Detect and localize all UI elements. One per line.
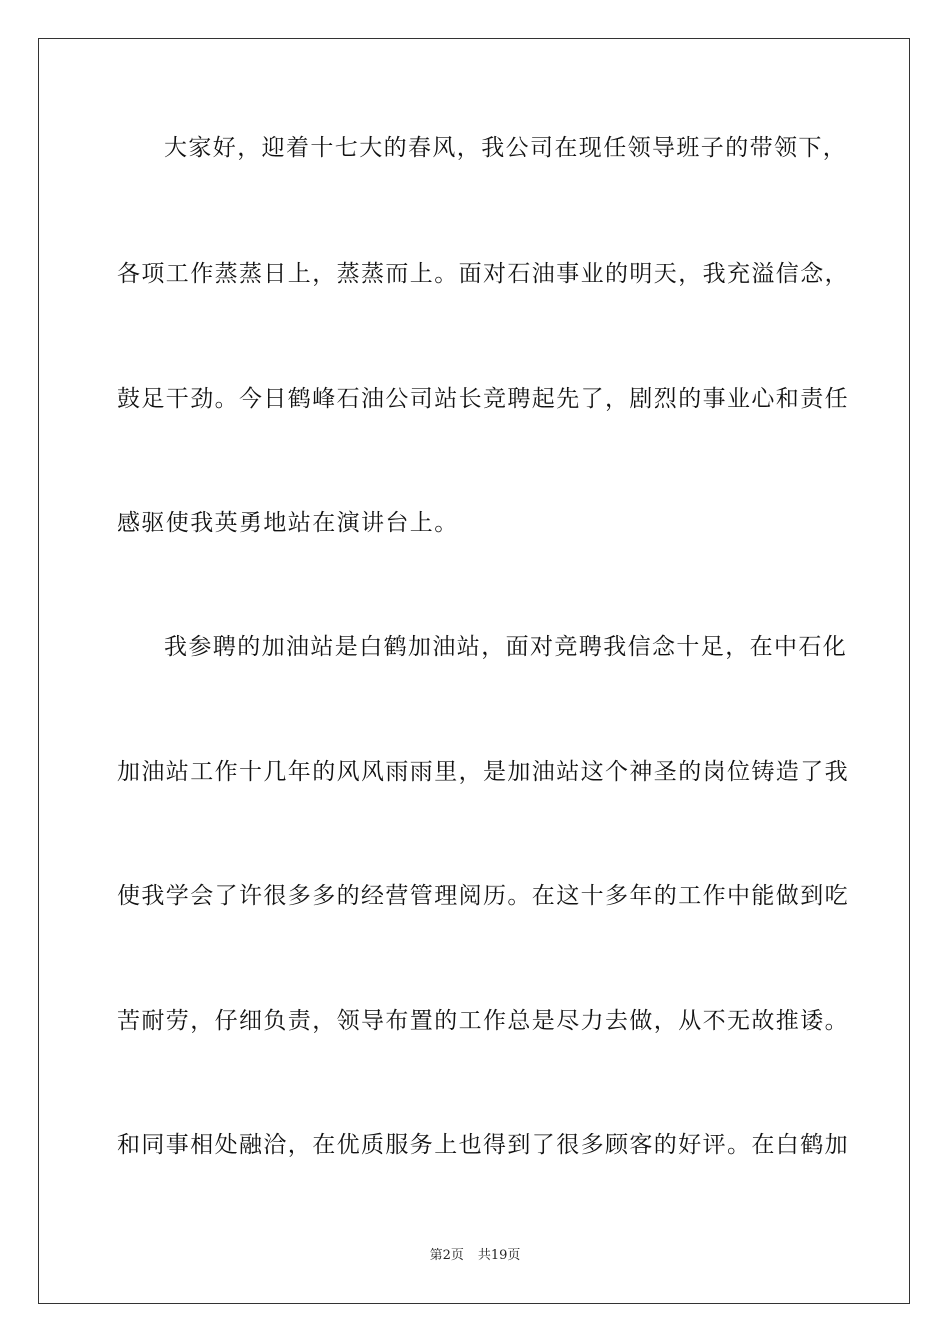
paragraph-line: 苦耐劳，仔细负责，领导布置的工作总是尽力去做，从不无故推诿。 xyxy=(117,1008,849,1034)
paragraph-line: 各项工作蒸蒸日上，蒸蒸而上。面对石油事业的明天，我充溢信念， xyxy=(117,261,849,287)
paragraph-line: 和同事相处融洽，在优质服务上也得到了很多顾客的好评。在白鹤加 xyxy=(117,1132,849,1158)
paragraph-line: 使我学会了许很多多的经营管理阅历。在这十多年的工作中能做到吃 xyxy=(117,883,849,909)
paragraph-line: 鼓足干劲。今日鹤峰石油公司站长竞聘起先了，剧烈的事业心和责任 xyxy=(117,386,849,412)
page-frame xyxy=(38,38,910,1304)
paragraph-line: 大家好，迎着十七大的春风，我公司在现任领导班子的带领下， xyxy=(164,135,848,161)
paragraph-line: 我参聘的加油站是白鹤加油站，面对竞聘我信念十足，在中石化 xyxy=(164,634,848,660)
page-footer xyxy=(0,1246,950,1266)
paragraph-line: 加油站工作十几年的风风雨雨里，是加油站这个神圣的岗位铸造了我 xyxy=(117,759,849,785)
page-total: 共19页 xyxy=(477,1248,521,1263)
page-number: 第2页 xyxy=(429,1248,464,1263)
paragraph-line: 感驱使我英勇地站在演讲台上。 xyxy=(117,510,459,536)
